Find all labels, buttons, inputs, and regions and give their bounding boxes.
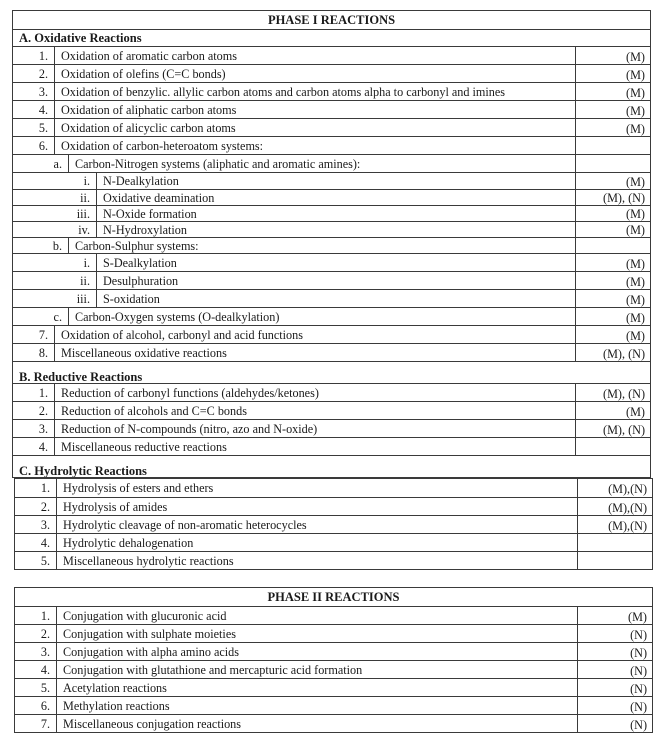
table-row	[15, 533, 652, 551]
phase2-table	[14, 587, 653, 733]
table-row	[13, 437, 650, 455]
row-number: 3.	[13, 83, 55, 100]
row-roman: ii.	[13, 272, 97, 289]
table-row	[13, 419, 650, 437]
table-row	[15, 642, 652, 660]
table-row	[13, 136, 650, 154]
row-value	[576, 137, 650, 154]
section-c-heading-row	[13, 455, 650, 477]
table-row	[13, 46, 650, 64]
row-number: 3.	[15, 516, 57, 533]
row-number: 2.	[13, 402, 55, 419]
table-row	[15, 497, 652, 515]
table-row	[15, 606, 652, 624]
row-roman: iv.	[13, 222, 97, 237]
row-value	[578, 552, 652, 569]
row-number: 7.	[15, 715, 57, 732]
row-text: Miscellaneous reductive reactions	[55, 438, 576, 455]
row-value: (N)	[630, 700, 647, 714]
row-roman: i.	[13, 173, 97, 189]
row-number: 5.	[13, 119, 55, 136]
phase1-table	[12, 10, 651, 478]
row-value: (M), (N)	[603, 347, 645, 361]
row-roman: iii.	[13, 290, 97, 307]
row-text: Conjugation with glutathione and mercapturic acid formation	[57, 661, 578, 678]
row-text: Miscellaneous hydrolytic reactions	[57, 552, 578, 569]
row-value	[576, 238, 650, 253]
section-c-table	[14, 478, 653, 570]
row-letter: b.	[13, 238, 69, 253]
row-number: 1.	[13, 47, 55, 64]
row-text: Oxidation of alicyclic carbon atoms	[55, 119, 576, 136]
row-value: (N)	[630, 682, 647, 696]
table-row	[13, 325, 650, 343]
phase1-title-row	[13, 11, 650, 29]
row-value: (M)	[626, 405, 645, 419]
row-value: (M), (N)	[603, 387, 645, 401]
row-text: N-Hydroxylation	[97, 222, 576, 237]
row-text: Oxidation of olefins (C=C bonds)	[55, 65, 576, 82]
row-value: (M)	[626, 175, 645, 189]
section-c-heading: C. Hydrolytic Reactions	[19, 464, 147, 477]
row-text: Oxidation of alcohol, carbonyl and acid functions	[55, 326, 576, 343]
row-text: Hydrolytic cleavage of non-aromatic heterocycles	[57, 516, 578, 533]
row-value: (M)	[626, 68, 645, 82]
phase2-title: PHASE II REACTIONS	[267, 590, 400, 604]
table-row	[13, 189, 650, 205]
table-row	[13, 237, 650, 253]
table-row	[13, 154, 650, 172]
row-value: (M)	[626, 207, 645, 221]
table-row	[13, 82, 650, 100]
section-b-heading-row	[13, 361, 650, 383]
row-text: Conjugation with glucuronic acid	[57, 607, 578, 624]
table-row	[13, 205, 650, 221]
phase2-title-row	[15, 588, 652, 606]
row-text: Hydrolytic dehalogenation	[57, 534, 578, 551]
row-text: Desulphuration	[97, 272, 576, 289]
section-b-heading: B. Reductive Reactions	[19, 370, 143, 383]
row-text: Reduction of carbonyl functions (aldehydes/ketones)	[55, 384, 576, 401]
row-text: Acetylation reactions	[57, 679, 578, 696]
row-text: S-oxidation	[97, 290, 576, 307]
row-text: N-Oxide formation	[97, 206, 576, 221]
section-a-heading-row	[13, 29, 650, 46]
row-value: (M)	[628, 610, 647, 624]
row-value	[576, 155, 650, 172]
row-number: 2.	[13, 65, 55, 82]
row-letter: a.	[13, 155, 69, 172]
row-value: (N)	[630, 718, 647, 732]
row-text: S-Dealkylation	[97, 254, 576, 271]
row-text: Carbon-Sulphur systems:	[69, 238, 576, 253]
row-text: Methylation reactions	[57, 697, 578, 714]
row-number: 3.	[15, 643, 57, 660]
row-text: Miscellaneous conjugation reactions	[57, 715, 578, 732]
table-row	[13, 289, 650, 307]
table-row	[13, 401, 650, 419]
row-number: 3.	[13, 420, 55, 437]
row-number: 2.	[15, 625, 57, 642]
row-text: Oxidation of benzylic. allylic carbon atoms and carbon atoms alpha to carbonyl and imines	[55, 83, 576, 100]
row-number: 1.	[15, 479, 57, 497]
row-value: (M)	[626, 223, 645, 237]
row-text: Reduction of N-compounds (nitro, azo and N-oxide)	[55, 420, 576, 437]
table-row	[15, 714, 652, 732]
row-value: (N)	[630, 628, 647, 642]
row-text: Oxidation of carbon-heteroatom systems:	[55, 137, 576, 154]
row-value: (M),(N)	[608, 482, 647, 496]
row-value: (M)	[626, 122, 645, 136]
table-row	[13, 221, 650, 237]
row-value: (M)	[626, 293, 645, 307]
row-value	[578, 534, 652, 551]
row-text: Hydrolysis of esters and ethers	[57, 479, 578, 497]
row-number: 5.	[15, 679, 57, 696]
row-number: 2.	[15, 498, 57, 515]
table-row	[13, 100, 650, 118]
table-row	[15, 515, 652, 533]
row-roman: iii.	[13, 206, 97, 221]
row-value: (M), (N)	[603, 423, 645, 437]
row-roman: i.	[13, 254, 97, 271]
table-row	[13, 172, 650, 189]
row-number: 1.	[13, 384, 55, 401]
row-value: (M)	[626, 257, 645, 271]
row-number: 6.	[13, 137, 55, 154]
row-text: Carbon-Oxygen systems (O-dealkylation)	[69, 308, 576, 325]
row-value	[576, 438, 650, 455]
row-letter: c.	[13, 308, 69, 325]
table-row	[13, 118, 650, 136]
table-row	[15, 551, 652, 569]
table-row	[13, 383, 650, 401]
row-number: 1.	[15, 607, 57, 624]
row-value: (M),(N)	[608, 501, 647, 515]
row-number: 5.	[15, 552, 57, 569]
row-text: Reduction of alcohols and C=C bonds	[55, 402, 576, 419]
table-row	[13, 307, 650, 325]
phase1-title: PHASE I REACTIONS	[267, 13, 396, 27]
row-number: 4.	[13, 101, 55, 118]
row-text: Oxidation of aliphatic carbon atoms	[55, 101, 576, 118]
table-row	[15, 678, 652, 696]
table-row	[15, 696, 652, 714]
table-row	[15, 479, 652, 497]
row-number: 7.	[13, 326, 55, 343]
row-value: (M), (N)	[603, 191, 645, 205]
row-text: Miscellaneous oxidative reactions	[55, 344, 576, 361]
row-value: (M)	[626, 50, 645, 64]
row-value: (M),(N)	[608, 519, 647, 533]
table-row	[15, 660, 652, 678]
row-value: (M)	[626, 311, 645, 325]
table-row	[13, 271, 650, 289]
row-value: (M)	[626, 329, 645, 343]
row-text: Oxidative deamination	[97, 190, 576, 205]
table-row	[13, 343, 650, 361]
row-value: (M)	[626, 104, 645, 118]
section-a-heading: A. Oxidative Reactions	[19, 31, 142, 45]
row-text: Carbon-Nitrogen systems (aliphatic and aromatic amines):	[69, 155, 576, 172]
row-number: 6.	[15, 697, 57, 714]
row-text: N-Dealkylation	[97, 173, 576, 189]
row-number: 4.	[15, 534, 57, 551]
table-row	[13, 64, 650, 82]
row-value: (M)	[626, 86, 645, 100]
row-text: Conjugation with sulphate moieties	[57, 625, 578, 642]
row-value: (N)	[630, 664, 647, 678]
row-number: 4.	[15, 661, 57, 678]
row-text: Oxidation of aromatic carbon atoms	[55, 47, 576, 64]
row-value: (N)	[630, 646, 647, 660]
row-number: 4.	[13, 438, 55, 455]
table-row	[15, 624, 652, 642]
row-text: Conjugation with alpha amino acids	[57, 643, 578, 660]
row-text: Hydrolysis of amides	[57, 498, 578, 515]
row-value: (M)	[626, 275, 645, 289]
table-row	[13, 253, 650, 271]
row-roman: ii.	[13, 190, 97, 205]
row-number: 8.	[13, 344, 55, 361]
